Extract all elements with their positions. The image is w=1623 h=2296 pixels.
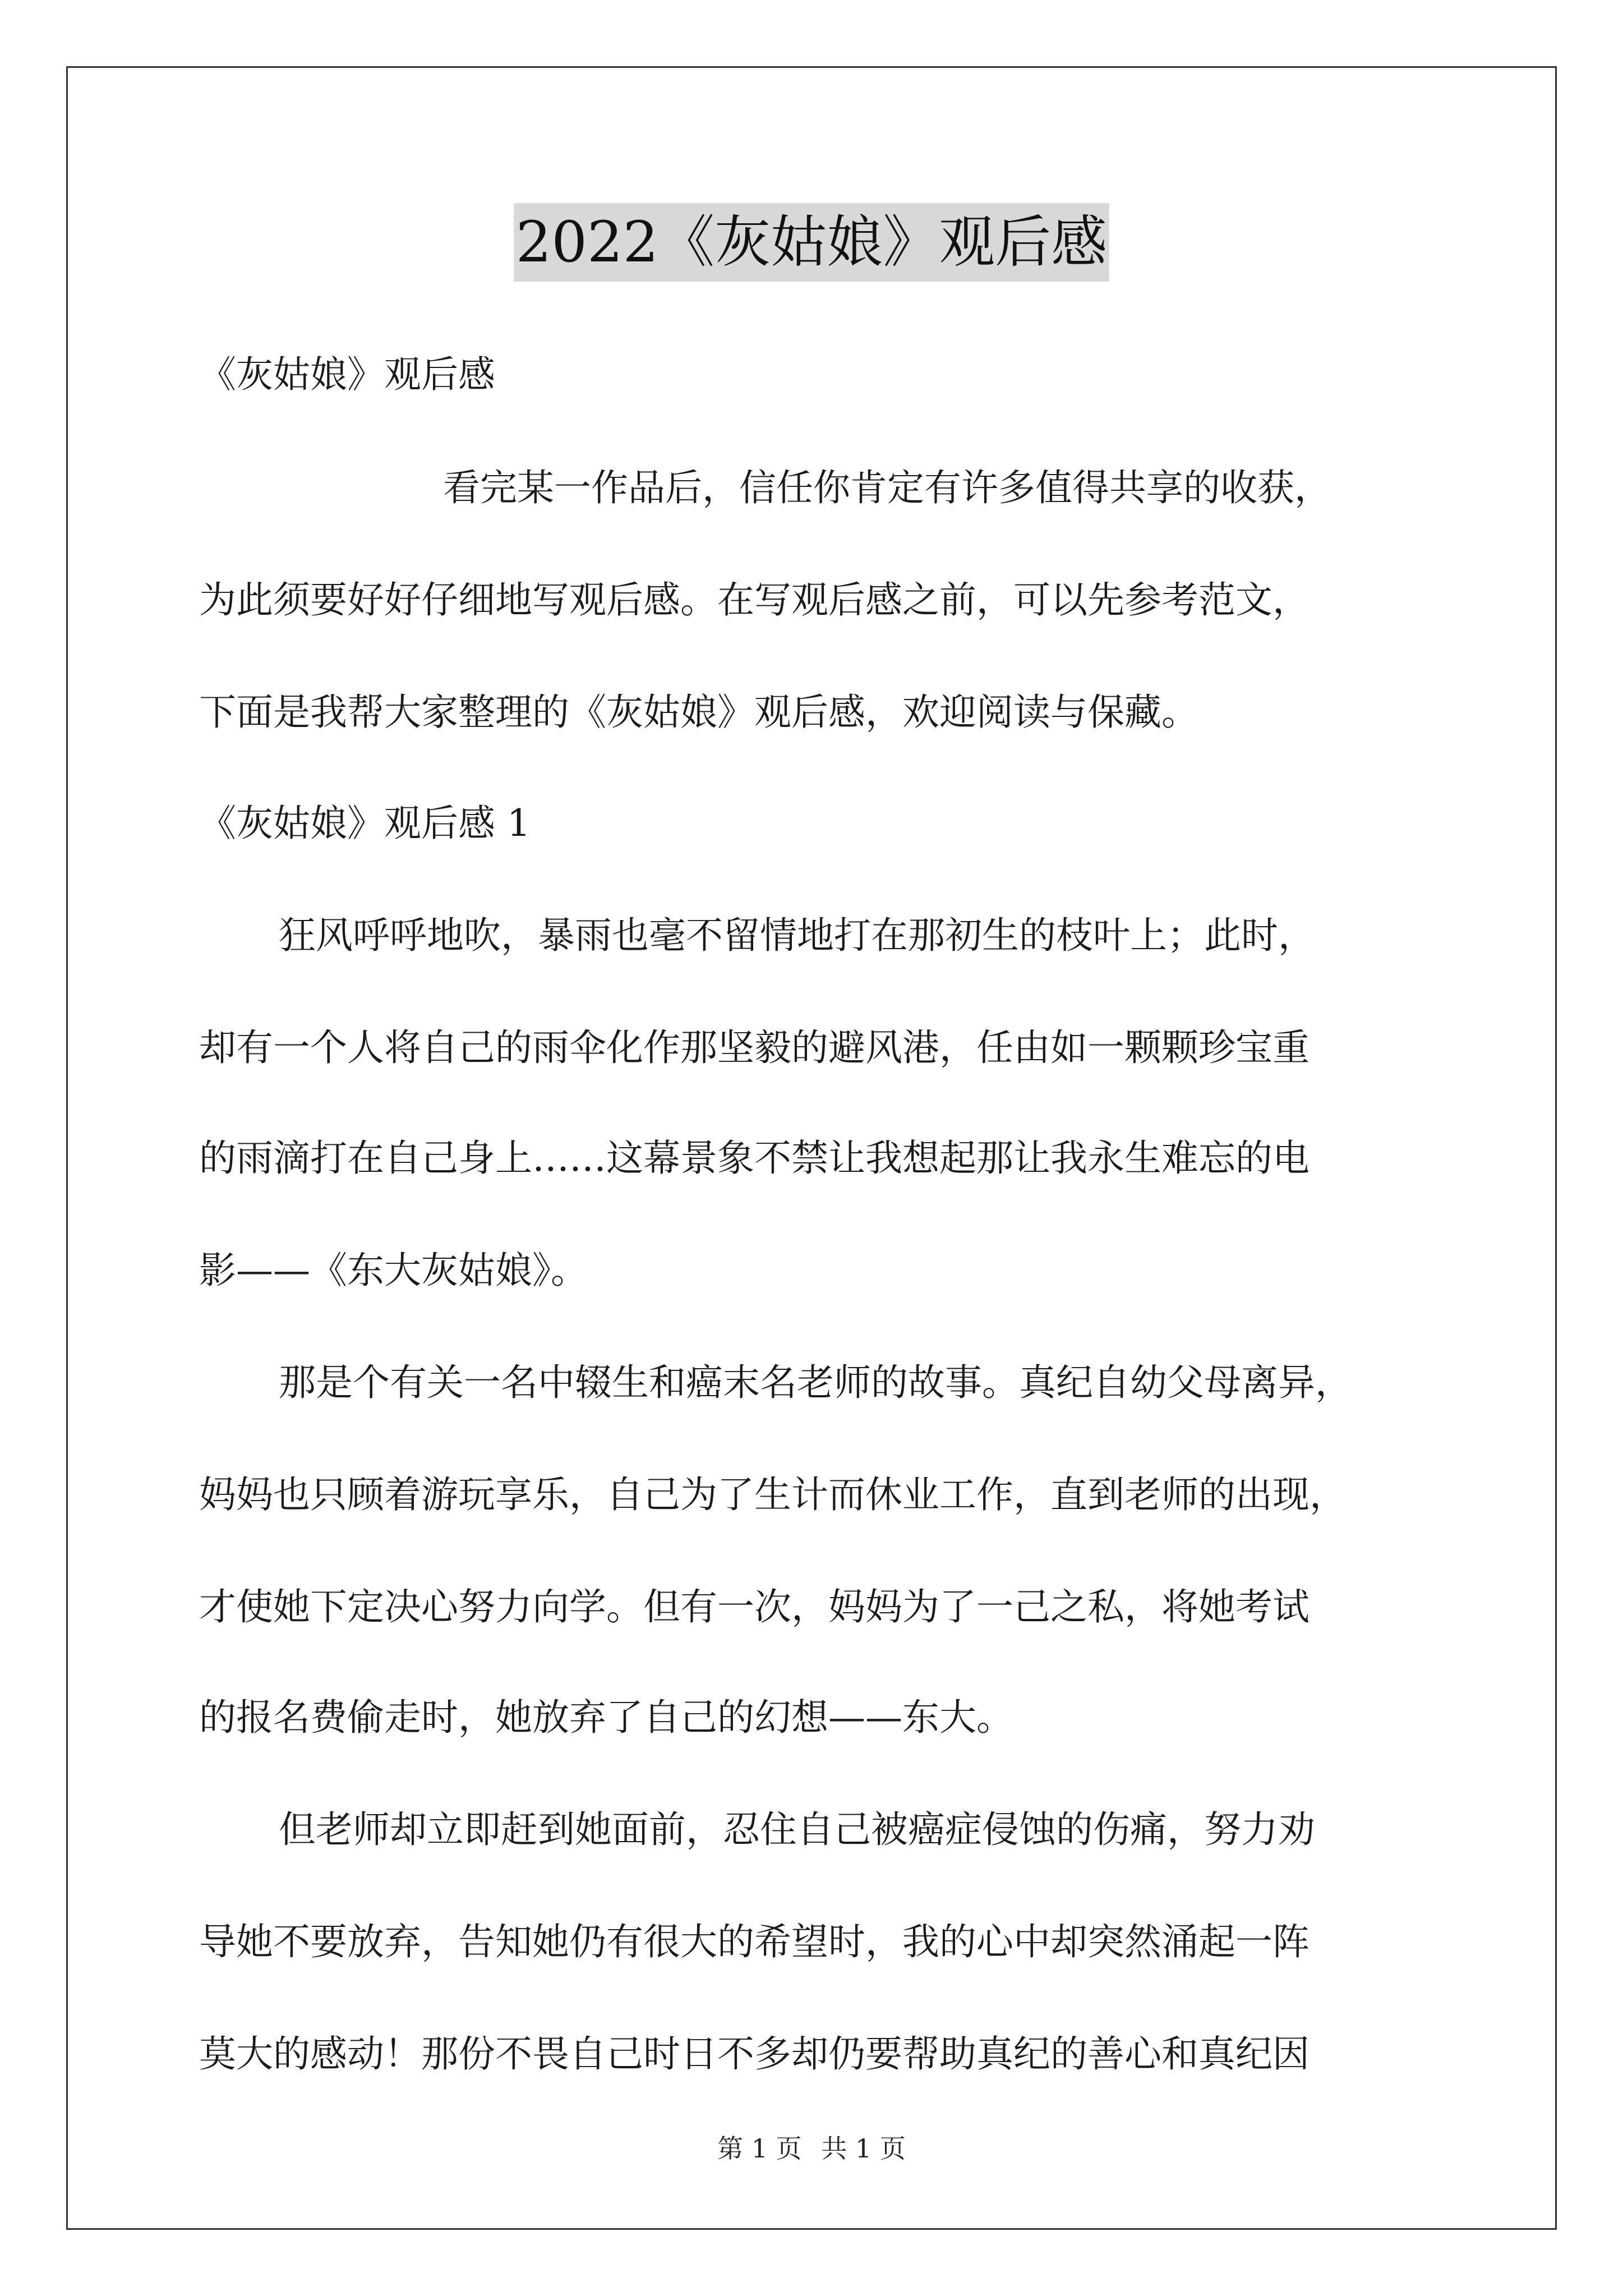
intro-line-2: 为此须要好好仔细地写观后感。在写观后感之前，可以先参考范文，	[199, 578, 1310, 622]
paragraph-1-line-2: 却有一个人将自己的雨伞化作那坚毅的避风港，任由如一颗颗珍宝重	[199, 1026, 1310, 1069]
page-number: 第 1 页	[717, 2133, 802, 2164]
title-container	[0, 203, 1623, 282]
intro-line-3: 下面是我帮大家整理的《灰姑娘》观后感，欢迎阅读与保藏。	[199, 691, 1198, 734]
page-total: 共 1 页	[821, 2133, 906, 2164]
intro-line-1: 看完某一作品后，信任你肯定有许多值得共享的收获，	[443, 466, 1331, 509]
document-title: 2022《灰姑娘》观后感	[514, 203, 1110, 282]
paragraph-2-line-4: 的报名费偷走时，她放弃了自己的幻想——东大。	[199, 1696, 1013, 1739]
paragraph-2-line-3: 才使她下定决心努力向学。但有一次，妈妈为了一己之私，将她考试	[199, 1585, 1310, 1628]
paragraph-2-line-1: 那是个有关一名中辍生和癌末名老师的故事。真纪自幼父母离异，	[279, 1361, 1352, 1404]
paragraph-1-line-3: 的雨滴打在自己身上……这幕景象不禁让我想起那让我永生难忘的电	[199, 1137, 1310, 1180]
paragraph-2-line-2: 妈妈也只顾着游玩享乐，自己为了生计而休业工作，直到老师的出现，	[199, 1473, 1347, 1516]
paragraph-3-line-2: 导她不要放弃，告知她仍有很大的希望时，我的心中却突然涌起一阵	[199, 1920, 1310, 1963]
paragraph-3-line-1: 但老师却立即赶到她面前，忍住自己被癌症侵蚀的伤痛，努力劝	[279, 1808, 1315, 1851]
paragraph-3-line-3: 莫大的感动！那份不畏自己时日不多却仍要帮助真纪的善心和真纪因	[199, 2032, 1310, 2076]
section-heading: 《灰姑娘》观后感 1	[199, 802, 531, 845]
paragraph-1-line-1: 狂风呼呼地吹，暴雨也毫不留情地打在那初生的枝叶上；此时，	[279, 914, 1315, 957]
paragraph-1-line-4: 影——《东大灰姑娘》。	[199, 1249, 588, 1292]
page-footer	[0, 2132, 1623, 2165]
subtitle: 《灰姑娘》观后感	[199, 353, 495, 396]
